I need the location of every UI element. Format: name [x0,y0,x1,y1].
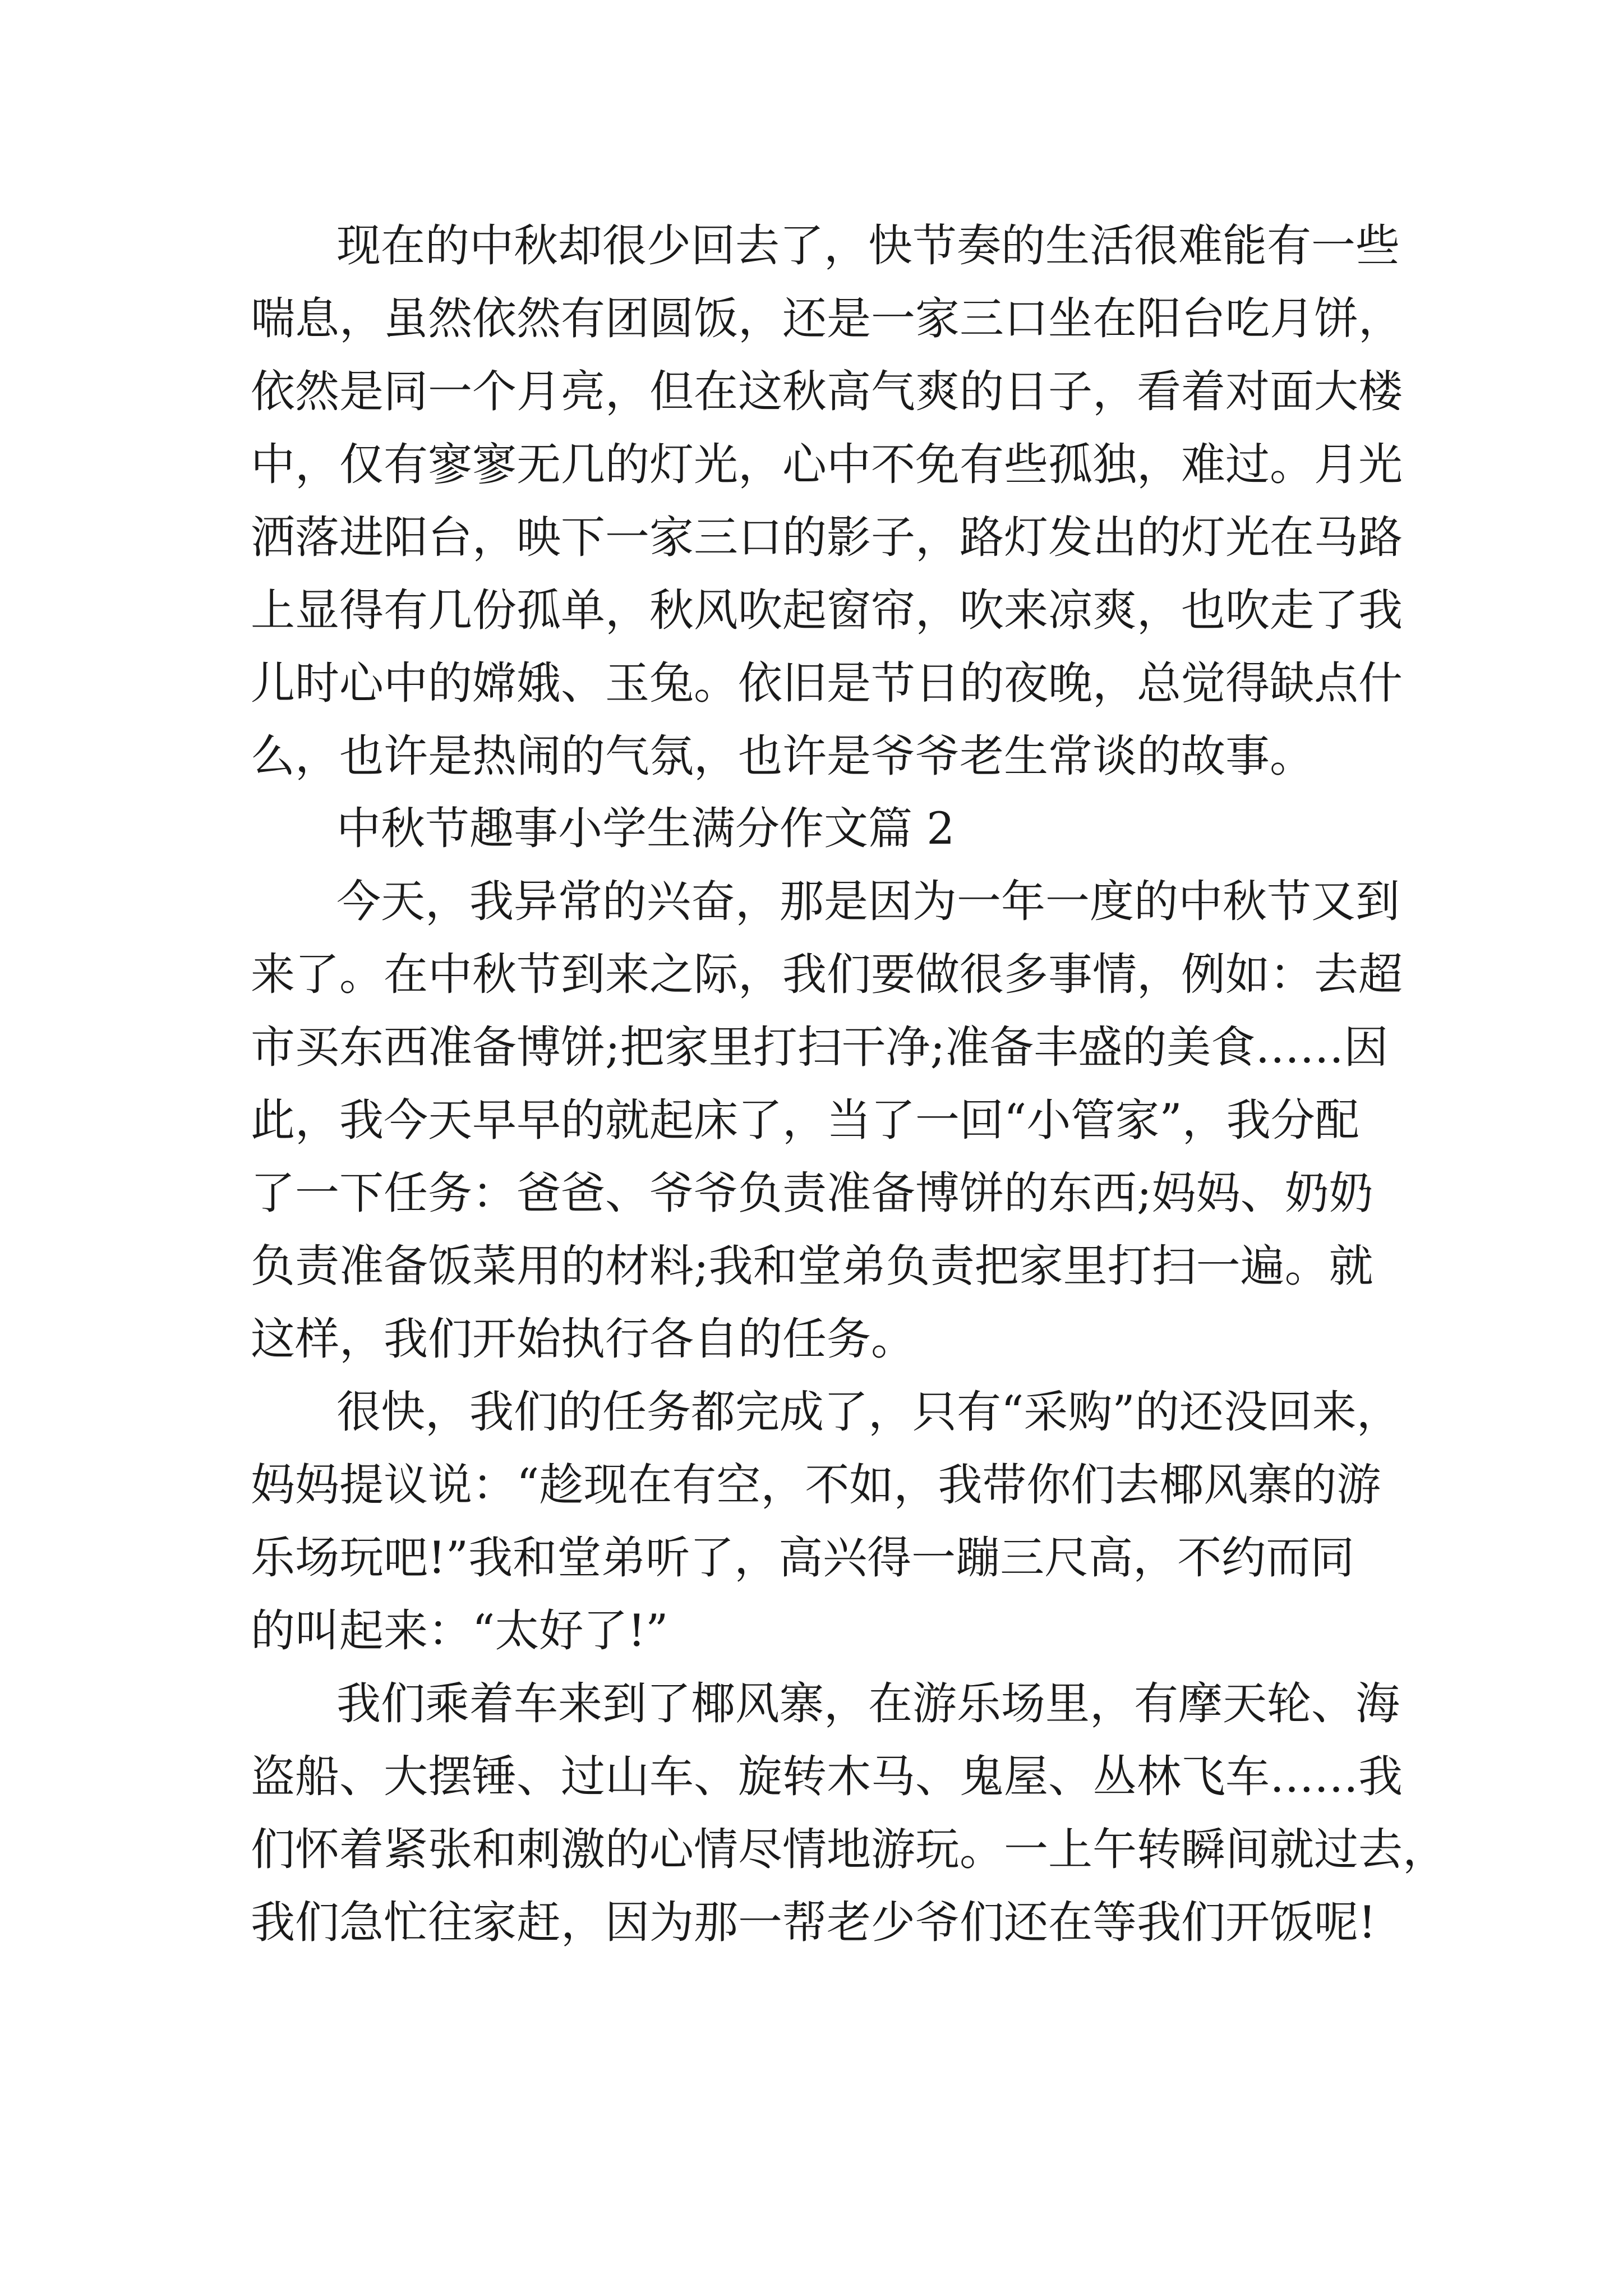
text-line: 上显得有几份孤单，秋风吹起窗帘，吹来凉爽，也吹走了我 [251,585,1403,636]
text-line: 喘息，虽然依然有团圆饭，还是一家三口坐在阳台吃月饼， [251,293,1403,344]
text-line: 市买东西准备博饼;把家里打扫干净;准备丰盛的美食……因 [251,1022,1389,1073]
text-line: 来了。在中秋节到来之际，我们要做很多事情，例如：去超 [251,949,1403,1000]
text-line: 的叫起来：“太好了!” [251,1605,668,1657]
text-line: 很快，我们的任务都完成了，只有“采购”的还没回来， [336,1386,1401,1438]
text-line: 今天，我异常的兴奋，那是因为一年一度的中秋节又到 [336,876,1400,927]
text-line: 我们急忙往家赶，因为那一帮老少爷们还在等我们开饭呢! [251,1897,1376,1948]
text-line: 儿时心中的嫦娥、玉兔。依旧是节日的夜晚，总觉得缺点什 [251,657,1403,709]
text-line: 洒落进阳台，映下一家三口的影子，路灯发出的灯光在马路 [251,512,1403,563]
text-line: 么，也许是热闹的气氛，也许是爷爷老生常谈的故事。 [251,730,1314,782]
text-line: 负责准备饭菜用的材料;我和堂弟负责把家里打扫一遍。就 [251,1240,1373,1292]
text-line: 我们乘着车来到了椰风寨，在游乐场里，有摩天轮、海 [336,1678,1400,1729]
text-line: 依然是同一个月亮，但在这秋高气爽的日子，看着对面大楼 [251,366,1403,417]
text-line: 中，仅有寥寥无几的灯光，心中不免有些孤独，难过。月光 [251,439,1403,490]
text-line: 现在的中秋却很少回去了，快节奏的生活很难能有一些 [336,220,1400,272]
text-line: 们怀着紧张和刺激的心情尽情地游玩。一上午转瞬间就过去， [251,1824,1447,1875]
text-line: 此，我今天早早的就起床了，当了一回“小管家”，我分配 [251,1094,1359,1146]
text-line: 盗船、大摆锤、过山车、旋转木马、鬼屋、丛林飞车……我 [251,1751,1403,1802]
text-line: 这样，我们开始执行各自的任务。 [251,1313,915,1365]
text-line: 妈妈提议说：“趁现在有空，不如，我带你们去椰风寨的游 [251,1459,1381,1511]
text-line: 了一下任务：爸爸、爷爷负责准备博饼的东西;妈妈、奶奶 [251,1167,1373,1219]
text-line: 乐场玩吧!”我和堂弟听了，高兴得一蹦三尺高，不约而同 [251,1532,1355,1584]
section-heading: 中秋节趣事小学生满分作文篇 2 [336,803,955,854]
